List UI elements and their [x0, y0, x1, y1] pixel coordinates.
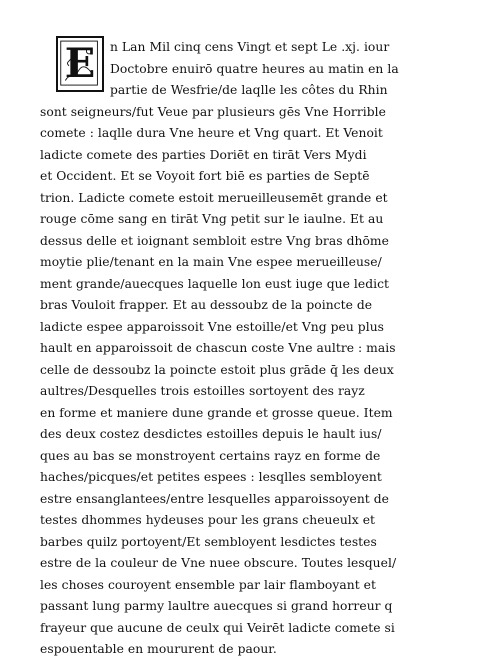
text-line: passant lung parmy laultre auecques si grand horreur q — [40, 599, 393, 613]
text-line: testes dhommes hydeuses pour les grans cheueulx et — [40, 513, 376, 527]
text-line: trion. Ladicte comete estoit merueilleusemēt grande et — [40, 190, 388, 205]
text-line: barbes quilz portoyent/Et sembloyent lesdictes testes — [40, 534, 377, 549]
text-line: dessus delle et ioignant sembloit estre Vng bras dhōme — [40, 233, 389, 248]
text-line: Doctobre enuirō quatre heures au matin en la — [110, 61, 399, 76]
text-line: ladicte comete des parties Doriēt en tirāt Vers Mydi — [40, 147, 367, 162]
text-line: espouentable en moururent de paour. — [40, 642, 277, 656]
text-line: n Lan Mil cinq cens Vingt et sept Le .xj. iour — [110, 40, 390, 54]
text-line: ladicte espee apparoissoit Vne estoille/et Vng peu plus — [40, 319, 385, 334]
initial-letter: E — [64, 40, 96, 87]
text-line: ques au bas se monstroyent certains rayz en forme de — [40, 448, 381, 463]
text-line: et Occident. Et se Voyoit fort biē es parties de Septē — [40, 169, 370, 183]
text-line: partie de Wesfrie/de laqlle les côtes du Rhin — [110, 83, 388, 97]
text-line: ment grande/auecques laquelle lon eust iuge que ledict — [40, 276, 390, 291]
text-line: estre ensanglantees/entre lesquelles apparoissoyent de — [40, 491, 389, 506]
text-line: hault en apparoissoit de chascun coste Vne aultre : mais — [40, 341, 396, 355]
text-line: en forme et maniere dune grande et grosse queue. Item — [40, 405, 393, 420]
text-line: estre de la couleur de Vne nuee obscure. Toutes lesquel/ — [40, 556, 397, 570]
text-line: aultres/Desquelles trois estoilles sortoyent des rayz — [40, 384, 365, 398]
text-line: frayeur que aucune de ceulx qui Veirēt ladicte comete si — [40, 620, 395, 635]
text-line: moytie plie/tenant en la main Vne espee merueilleuse/ — [40, 255, 382, 269]
text-line: celle de dessoubz la poincte estoit plus grāde q̄ les deux — [40, 362, 394, 377]
text-line: des deux costez desdictes estoilles depuis le hault ius/ — [40, 427, 382, 441]
text-line: sont seigneurs/fut Veue par plusieurs gēs Vne Horrible — [40, 104, 386, 119]
decorated-initial — [56, 36, 104, 92]
text-line: bras Vouloit frapper. Et au dessoubz de la poincte de — [40, 298, 373, 312]
text-line: comete : laqlle dura Vne heure et Vng quart. Et Venoit — [40, 126, 383, 140]
text-line: les choses couroyent ensemble par lair flamboyant et — [40, 577, 376, 592]
text-line: rouge cōme sang en tirāt Vng petit sur le iaulne. Et au — [40, 212, 384, 226]
text-line: haches/picques/et petites espees : lesqlles sembloyent — [40, 470, 382, 484]
